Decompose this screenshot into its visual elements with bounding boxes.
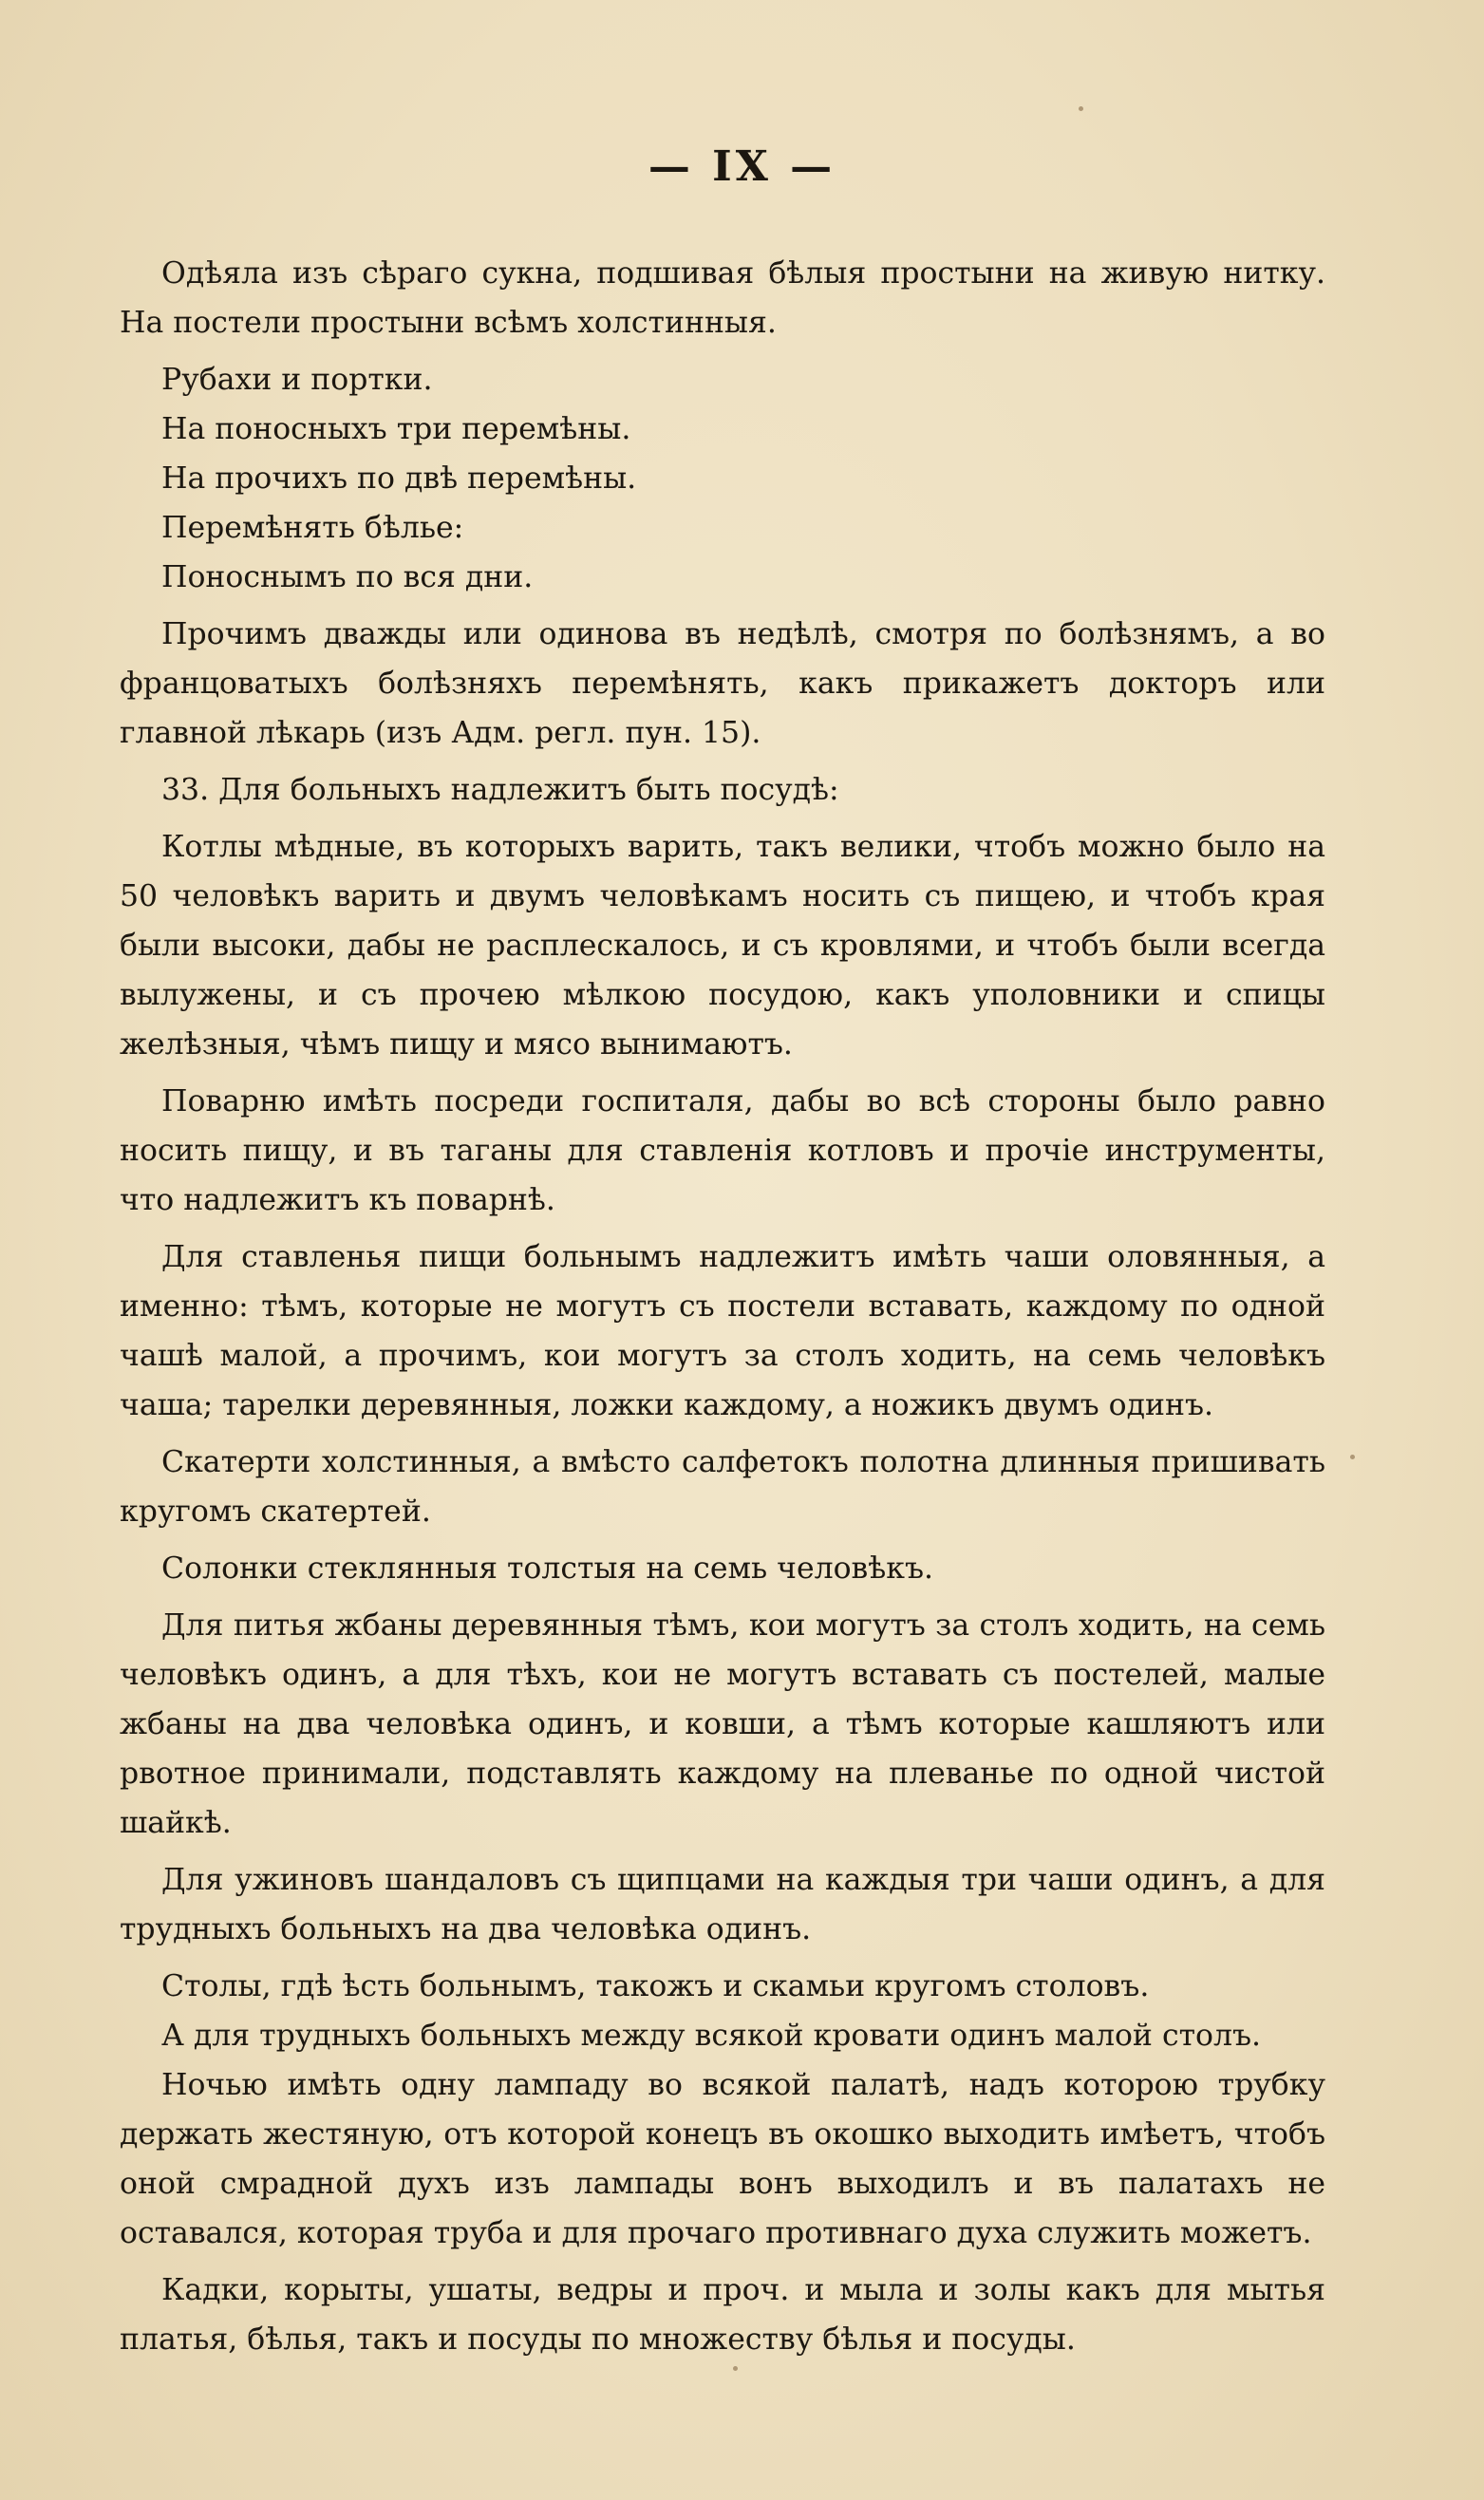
paragraph: Для ужиновъ шандаловъ съ щипцами на каждыя три чаши одинъ, а для трудныхъ больныхъ на два человѣка одинъ. [120, 1863, 1325, 1946]
paragraph: Одѣяла изъ сѣраго сукна, подшивая бѣлыя простыни на живую нитку. На постели простыни всѣмъ холстинныя. [120, 256, 1325, 340]
paragraph: Кадки, корыты, ушаты, ведры и проч. и мыла и золы какъ для мытья платья, бѣлья, такъ и посуды по множеству бѣлья и посуды. [120, 2273, 1325, 2357]
paragraph: Прочимъ дважды или одинова въ недѣлѣ, смотря по болѣзнямъ, а во францоватыхъ болѣзняхъ перемѣнять, какъ прикажетъ докторъ или главной лѣкарь (изъ Адм. регл. пун. 15). [120, 617, 1325, 750]
paragraph: Рубахи и портки. [161, 363, 433, 397]
page-number: — IX — [648, 142, 836, 191]
paragraph: Для ставленья пищи больнымъ надлежитъ имѣть чаши оловянныя, а именно: тѣмъ, которые не могутъ съ постели вставать, каждому по одной чашѣ малой, а прочимъ, кои могутъ за столъ ходить, на семь человѣкъ чаша; тарелки деревянныя, ложки каждому, а ножикъ двумъ одинъ. [120, 1240, 1325, 1422]
paper-speck [1079, 106, 1083, 111]
paragraph: На поносныхъ три перемѣны. [161, 412, 631, 446]
paper-speck [733, 2366, 738, 2371]
paragraph: На прочихъ по двѣ перемѣны. [161, 461, 637, 496]
paper-speck [1350, 1455, 1355, 1459]
paragraph: А для трудныхъ больныхъ между всякой кровати одинъ малой столъ. [161, 2019, 1262, 2053]
paragraph: Ночью имѣть одну лампаду во всякой палатѣ, надъ которою трубку держать жестяную, отъ которой конецъ въ окошко выходить имѣетъ, чтобъ оной смрадной духъ изъ лампады вонъ выходилъ и въ палатахъ не оставался, которая труба и для прочаго противнаго духа служить можетъ. [120, 2068, 1325, 2250]
paragraph: Скатерти холстинныя, а вмѣсто салфетокъ полотна длинныя пришивать кругомъ скатертей. [120, 1445, 1325, 1529]
paragraph: Поноснымъ по вся дни. [161, 560, 534, 594]
paragraph: Солонки стеклянныя толстыя на семь человѣкъ. [161, 1551, 934, 1586]
body-text [120, 249, 1325, 2372]
paragraph: Для питья жбаны деревянныя тѣмъ, кои могутъ за столъ ходить, на семь человѣкъ одинъ, а для тѣхъ, кои не могутъ вставать съ постелей, малые жбаны на два человѣка одинъ, и ковши, а тѣмъ которые кашляютъ или рвотное принимали, подставлять каждому на плеванье по одной чистой шайкѣ. [120, 1608, 1325, 1840]
paragraph: Перемѣнять бѣлье: [161, 511, 464, 545]
paragraph: Котлы мѣдные, въ которыхъ варить, такъ велики, чтобъ можно было на 50 человѣкъ варить и двумъ человѣкамъ носить съ пищею, и чтобъ края были высоки, дабы не расплескалось, и съ кровлями, и чтобъ были всегда вылужены, и съ прочею мѣлкою посудою, какъ уполовники и спицы желѣзныя, чѣмъ пищу и мясо вынимаютъ. [120, 830, 1325, 1062]
paragraph: Столы, гдѣ ѣсть больнымъ, такожъ и скамьи кругомъ столовъ. [161, 1969, 1150, 2003]
paragraph: Поварню имѣть посреди госпиталя, дабы во всѣ стороны было равно носить пищу, и въ таганы для ставленія котловъ и прочіе инструменты, что надлежитъ къ поварнѣ. [120, 1084, 1325, 1217]
paragraph: 33. Для больныхъ надлежитъ быть посудѣ: [161, 773, 839, 807]
